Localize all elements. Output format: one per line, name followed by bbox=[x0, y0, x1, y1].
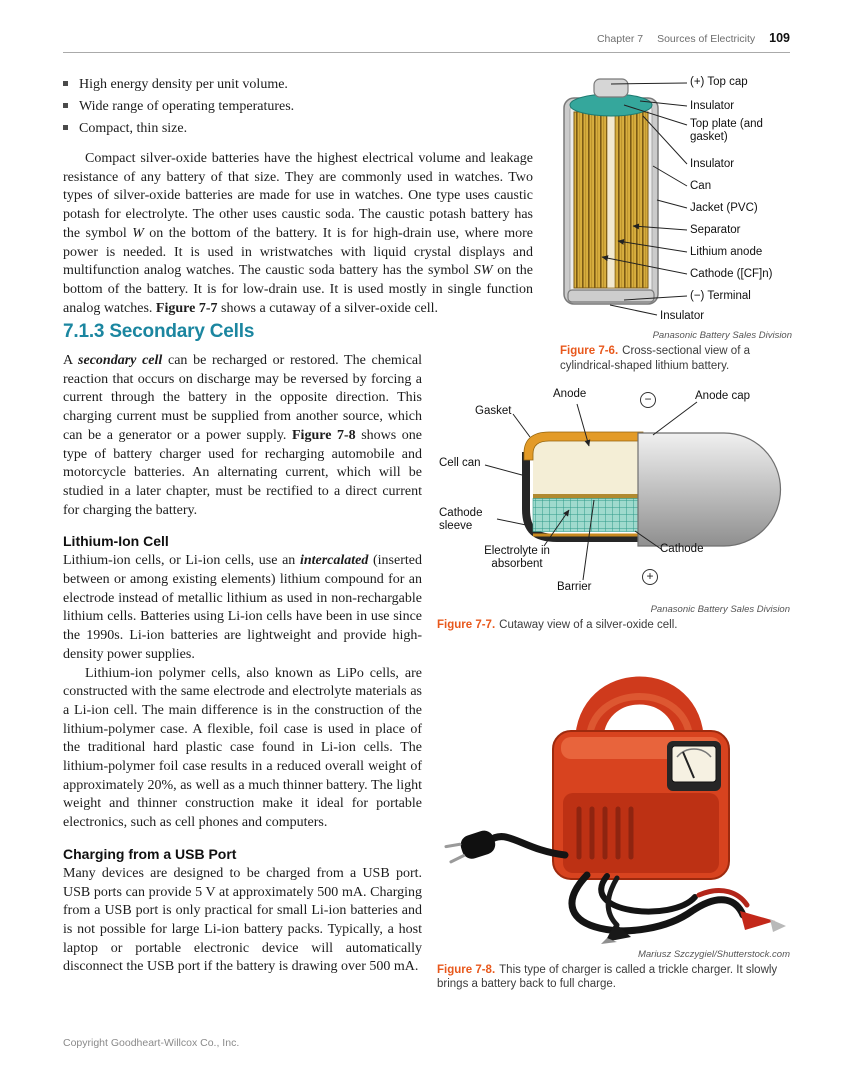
figure-7-6 bbox=[540, 74, 792, 373]
subheading-lithium-ion-cell: Lithium-Ion Cell bbox=[63, 533, 169, 550]
term-intercalated: intercalated bbox=[299, 553, 369, 569]
copyright-notice: Copyright Goodheart-Willcox Co., Inc. bbox=[63, 1037, 240, 1049]
figure-label: Separator bbox=[690, 224, 741, 236]
figure-7-7-canvas bbox=[437, 388, 790, 600]
figure-caption bbox=[560, 344, 780, 373]
top-cap bbox=[594, 79, 628, 97]
figure-label: Electrolyte in absorbent bbox=[484, 545, 550, 570]
figure-label: (+) Top cap bbox=[690, 76, 748, 88]
feature-bullet-list bbox=[63, 74, 533, 140]
figure-label: Cell can bbox=[439, 457, 481, 469]
figure-credit: Mariusz Szczygiel/Shutterstock.com bbox=[637, 948, 790, 960]
trickle-charger-photo bbox=[437, 645, 790, 945]
lipo-paragraph: Lithium-ion polymer cells, also known as LiPo cells, are constructed with the same electrode and electrolyte materials as a Li-ion cell. The main difference is in the construction of the lithium-polymer case. A flexible, foil case is used in place of the traditional hard plastic case found in Li-ion cells. The lithium-polymer foil case results in a reduced overall weight of approximately 20%, as well as a much thinner battery. The light weight and thinner construction make it ideal for portable electronics, such as cell phones and computers. bbox=[63, 665, 422, 831]
square-bullet-icon bbox=[63, 81, 68, 86]
figure-number: Figure 7-7. bbox=[437, 619, 496, 631]
figure-7-6-canvas bbox=[540, 74, 792, 326]
lithium-ion-paragraph: Lithium-ion cells, or Li-ion cells, use an intercalated (inserted between or among existing elements) lithium compound for an electrode instead of metallic lithium as used in non-rechargable lithium cells. Batteries using Li-ion cells have been in use since the 1990s. Li-ion batteries are lightweight and provide high-density power supplies. bbox=[63, 553, 422, 662]
figure-label: Anode cap bbox=[695, 390, 750, 402]
figure-number: Figure 7-8. bbox=[437, 963, 496, 976]
figure-label: Cathode ([CF]n) bbox=[690, 268, 773, 280]
figure-7-7-reference: Figure 7-7 bbox=[155, 300, 218, 316]
list-item bbox=[63, 118, 533, 140]
barrier-layer bbox=[533, 494, 643, 499]
running-head-section: Sources of Electricity bbox=[657, 33, 756, 45]
secondary-cells-section bbox=[63, 321, 422, 977]
figure-label: Insulator bbox=[660, 310, 705, 322]
figure-7-8-reference: Figure 7-8 bbox=[292, 427, 356, 443]
figure-label: Cathode sleeve bbox=[439, 507, 483, 532]
figures-column bbox=[437, 388, 790, 992]
power-plug bbox=[445, 828, 498, 866]
figure-label: Can bbox=[690, 180, 712, 192]
cathode-material bbox=[533, 499, 643, 532]
figure-7-8-canvas bbox=[437, 645, 790, 945]
figure-caption-text: Cross-sectional view of a cylindrical-shaped lithium battery. bbox=[560, 345, 750, 372]
lithium-battery-cross-section-illustration bbox=[540, 74, 792, 326]
red-alligator-clip bbox=[740, 911, 786, 932]
figure-label: Gasket bbox=[475, 405, 512, 417]
negative-terminal-symbol: − bbox=[640, 392, 656, 408]
charger-body bbox=[553, 731, 729, 879]
usb-paragraph: Many devices are designed to be charged from a USB port. USB ports can provide 5 V at approximately 500 mA. Charging from a USB port is only practical for small Li-ion batteries and is not possible for large Li-ion battery packs. Typically, a host laptop or portable electronic device will automatically disconnect the USB port if the battery is drawing over 500 mA. bbox=[63, 865, 422, 975]
intro-paragraph: Compact silver-oxide batteries have the highest electrical volume and leakage resistance of any battery of that size. They are commonly used in watches. Two types of silver-oxide batteries are made for use in watches. One type uses caustic potash for electrolyte. The other uses caustic soda. The caustic potash battery has the symbol W on the bottom of the battery. It is for high-drain use, where more power is needed. It is used in wristwatches with liquid crystal displays and multifunction analog watches. The caustic soda battery has the symbol SW on the bottom of the battery. It is for low-drain use. It is used mostly in single function analog watches. Figure 7-7 shows a cutaway of a silver-oxide cell. bbox=[63, 151, 533, 316]
figure-label: Lithium anode bbox=[690, 246, 763, 258]
term-secondary-cell: secondary cell bbox=[78, 353, 163, 368]
secondary-cell-paragraph: A secondary cell can be recharged or restored. The chemical reaction that occurs on discharge may be reversed by forcing a current through the battery in the opposite direction. This charging current must be supplied from another source, which can be a generator or a power supply. Figure 7-8 shows one type of battery charger used for recharging automobile and motorcycle batteries. An alternating current, which will be studied in a later chapter, must be rectified to a direct current for charging the battery. bbox=[63, 353, 423, 518]
figure-label: Insulator bbox=[690, 158, 735, 170]
figure-7-7 bbox=[437, 388, 790, 633]
page-number: 109 bbox=[769, 31, 790, 45]
charge-meter bbox=[667, 741, 721, 791]
silver-oxide-section bbox=[63, 74, 533, 318]
symbol-sw: SW bbox=[473, 263, 493, 279]
positive-terminal-symbol: + bbox=[642, 569, 658, 585]
figure-caption bbox=[437, 618, 790, 633]
figure-caption-text: This type of charger is called a trickle charger. It slowly brings a battery back to full charge. bbox=[437, 963, 778, 990]
header-rule bbox=[63, 52, 790, 53]
anode-material bbox=[533, 441, 643, 494]
figure-credit: Panasonic Battery Sales Division bbox=[652, 330, 792, 341]
battery-drawing bbox=[564, 79, 658, 304]
figure-label: Insulator bbox=[690, 100, 735, 112]
square-bullet-icon bbox=[63, 103, 68, 108]
symbol-w: W bbox=[132, 225, 144, 241]
square-bullet-icon bbox=[63, 125, 68, 130]
figure-label: Top plate (and gasket) bbox=[690, 118, 763, 143]
figure-7-8 bbox=[437, 645, 790, 992]
list-item bbox=[63, 96, 533, 118]
bottom-terminal bbox=[568, 290, 654, 302]
cell-drawing bbox=[524, 432, 781, 546]
figure-label: Barrier bbox=[557, 581, 592, 593]
running-head bbox=[597, 31, 790, 45]
center-pin bbox=[607, 112, 615, 288]
running-head-chapter: Chapter 7 bbox=[596, 33, 644, 45]
figure-label: (−) Terminal bbox=[690, 290, 751, 302]
subheading-charging-usb: Charging from a USB Port bbox=[63, 845, 237, 862]
figure-credit: Panasonic Battery Sales Division bbox=[650, 604, 790, 615]
bullet-text: Wide range of operating temperatures. bbox=[79, 99, 295, 114]
figure-caption bbox=[437, 963, 790, 992]
list-item bbox=[63, 74, 533, 96]
figure-number: Figure 7-6. bbox=[560, 345, 619, 357]
figure-caption-text: Cutaway view of a silver-oxide cell. bbox=[499, 619, 678, 631]
bullet-text: High energy density per unit volume. bbox=[79, 77, 288, 92]
bullet-text: Compact, thin size. bbox=[79, 121, 188, 136]
figure-label: Anode bbox=[553, 388, 587, 400]
cell-exterior bbox=[638, 433, 781, 546]
figure-label: Jacket (PVC) bbox=[690, 202, 758, 214]
figure-label: Cathode bbox=[660, 543, 704, 555]
section-heading-secondary-cells: 7.1.3 Secondary Cells bbox=[63, 321, 255, 342]
